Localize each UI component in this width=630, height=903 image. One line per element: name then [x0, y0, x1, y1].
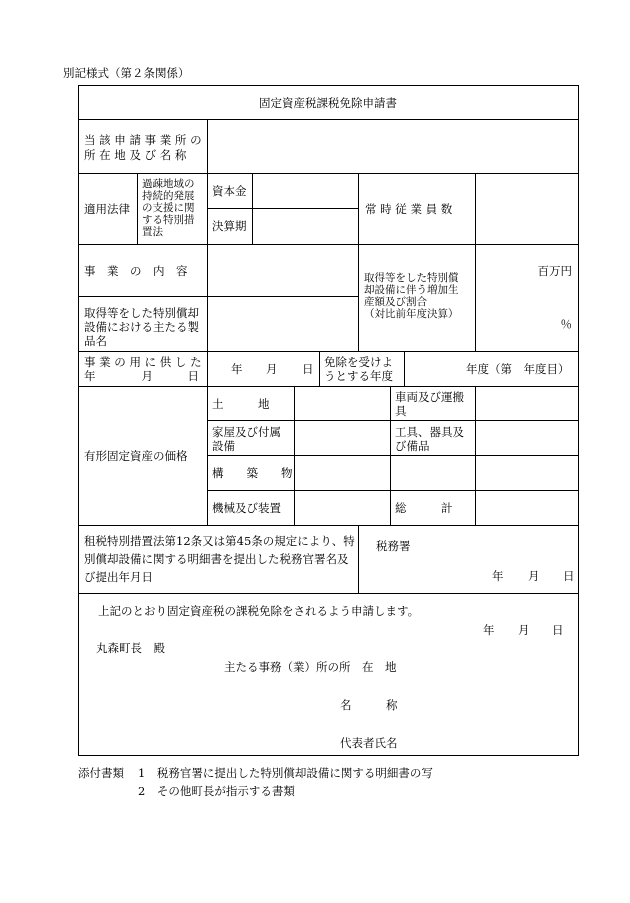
application-month-unit: 月 [518, 623, 530, 637]
attachment-item-2: 2 その他町長が指示する書類 [138, 784, 295, 798]
law-text-line3: の支援に関 [142, 202, 195, 214]
law-text-line5: 置法 [142, 226, 163, 238]
tax-day-unit: 日 [563, 569, 575, 583]
form-header: 別記様式（第２条関係） [63, 66, 190, 80]
capital-field[interactable] [254, 175, 357, 207]
tax-office-label: 税務署 [376, 539, 411, 553]
service-year-unit: 年 [231, 362, 243, 376]
exemption-value: 年度（第 年度目） [466, 362, 570, 376]
asset-vehicles-label-line1: 車両及び運搬 [395, 390, 464, 404]
asset-tools-label-line2: び備品 [395, 439, 430, 453]
form-title: 固定資産税課税免除申請書 [259, 96, 397, 110]
acquisition-label-line1: 取得等をした特別償 [364, 272, 459, 284]
business-content-label: 事 業 の 内 容 [84, 264, 188, 278]
application-year-unit: 年 [483, 623, 495, 637]
representative-label: 代表者氏名 [340, 736, 398, 750]
employees-label: 常 時 従 業 員 数 [365, 202, 453, 216]
tax-office-field[interactable] [360, 527, 578, 592]
asset-vehicles-field[interactable] [477, 388, 577, 419]
office-address-label: 主たる事務（業）所の所 在 地 [224, 660, 397, 674]
asset-tools-field[interactable] [477, 422, 577, 454]
settlement-label: 決算期 [212, 219, 247, 233]
settlement-field[interactable] [254, 210, 357, 243]
application-day-unit: 日 [552, 623, 564, 637]
tangible-label: 有形固定資産の価格 [84, 449, 188, 463]
asset-buildings-label-line2: 設備 [212, 439, 235, 453]
representative-field[interactable] [402, 732, 572, 752]
exemption-label-line2: うとする年度 [324, 369, 393, 383]
exemption-label-line1: 免除を受けよ [324, 355, 393, 369]
acquisition-label-line4: （対比前年度決算） [364, 308, 459, 320]
name-field[interactable] [402, 694, 572, 714]
business-name-label-line1: 当 該 申 請 事 業 所 の [84, 133, 202, 147]
addressee: 丸森町長 殿 [96, 641, 165, 655]
service-date-label-line1: 事 業 の 用 に 供 し た [84, 355, 202, 369]
attachment-item-1: 1 税務官署に提出した特別償却設備に関する明細書の写 [138, 766, 433, 780]
unit-million: 百万円 [537, 264, 572, 278]
name-label: 名 称 [340, 698, 398, 712]
main-product-field[interactable] [209, 298, 357, 350]
tax-year-unit: 年 [492, 569, 504, 583]
main-product-label-line1: 取得等をした特別償却 [84, 306, 199, 320]
main-product-label-line3: 品名 [84, 334, 107, 348]
tax-statement-label-line3: び提出年月日 [84, 570, 153, 584]
tax-statement-label-line2: 別償却設備に関する明細書を提出した税務官署名及 [84, 552, 349, 566]
asset-structures-label: 構 築 物 [212, 466, 293, 480]
asset-structures-field[interactable] [296, 457, 389, 489]
law-label: 適用法律 [84, 202, 130, 216]
service-date-label-line2: 年 月 日 [84, 369, 199, 383]
tax-month-unit: 月 [528, 569, 540, 583]
acquisition-label-line3: 産額及び割合 [364, 296, 427, 308]
application-text: 上記のとおり固定資産税の課税免除をされるよう申請します。 [98, 604, 420, 618]
asset-total-label: 総 計 [395, 501, 453, 515]
asset-tools-label-line1: 工具、器具及 [395, 425, 464, 439]
law-text-line2: 持続的発展 [142, 190, 195, 202]
tax-statement-label-line1: 租税特別措置法第12条又は第45条の規定により、特 [84, 534, 355, 548]
asset-blank-field[interactable] [477, 457, 577, 489]
asset-buildings-field[interactable] [296, 422, 389, 454]
asset-land-field[interactable] [296, 388, 389, 419]
business-content-field[interactable] [209, 246, 357, 295]
service-day-unit: 日 [302, 362, 314, 376]
business-name-field[interactable] [209, 121, 577, 172]
asset-vehicles-label-line2: 具 [395, 404, 407, 418]
asset-total-field[interactable] [477, 492, 577, 524]
law-text-line1: 過疎地域の [142, 178, 195, 190]
asset-buildings-label-line1: 家屋及び付属 [212, 425, 281, 439]
exemption-year-field[interactable] [406, 353, 578, 385]
attachments-label: 添付書類 [78, 766, 124, 780]
capital-label: 資本金 [212, 184, 247, 198]
business-name-label-line2: 所 在 地 及 び 名 称 [84, 148, 187, 162]
asset-machinery-field[interactable] [296, 492, 389, 524]
main-product-label-line2: 設備における主たる製 [84, 320, 199, 334]
employees-field[interactable] [477, 175, 577, 243]
acquisition-label-line2: 却設備に伴う増加生 [364, 284, 459, 296]
law-text-line4: する特別措 [142, 214, 195, 226]
asset-land-label: 土 地 [212, 397, 270, 411]
service-date-field[interactable] [209, 353, 318, 385]
asset-machinery-label: 機械及び装置 [212, 501, 281, 515]
unit-percent: ％ [560, 317, 572, 331]
service-month-unit: 月 [266, 362, 278, 376]
office-address-field[interactable] [402, 656, 572, 676]
